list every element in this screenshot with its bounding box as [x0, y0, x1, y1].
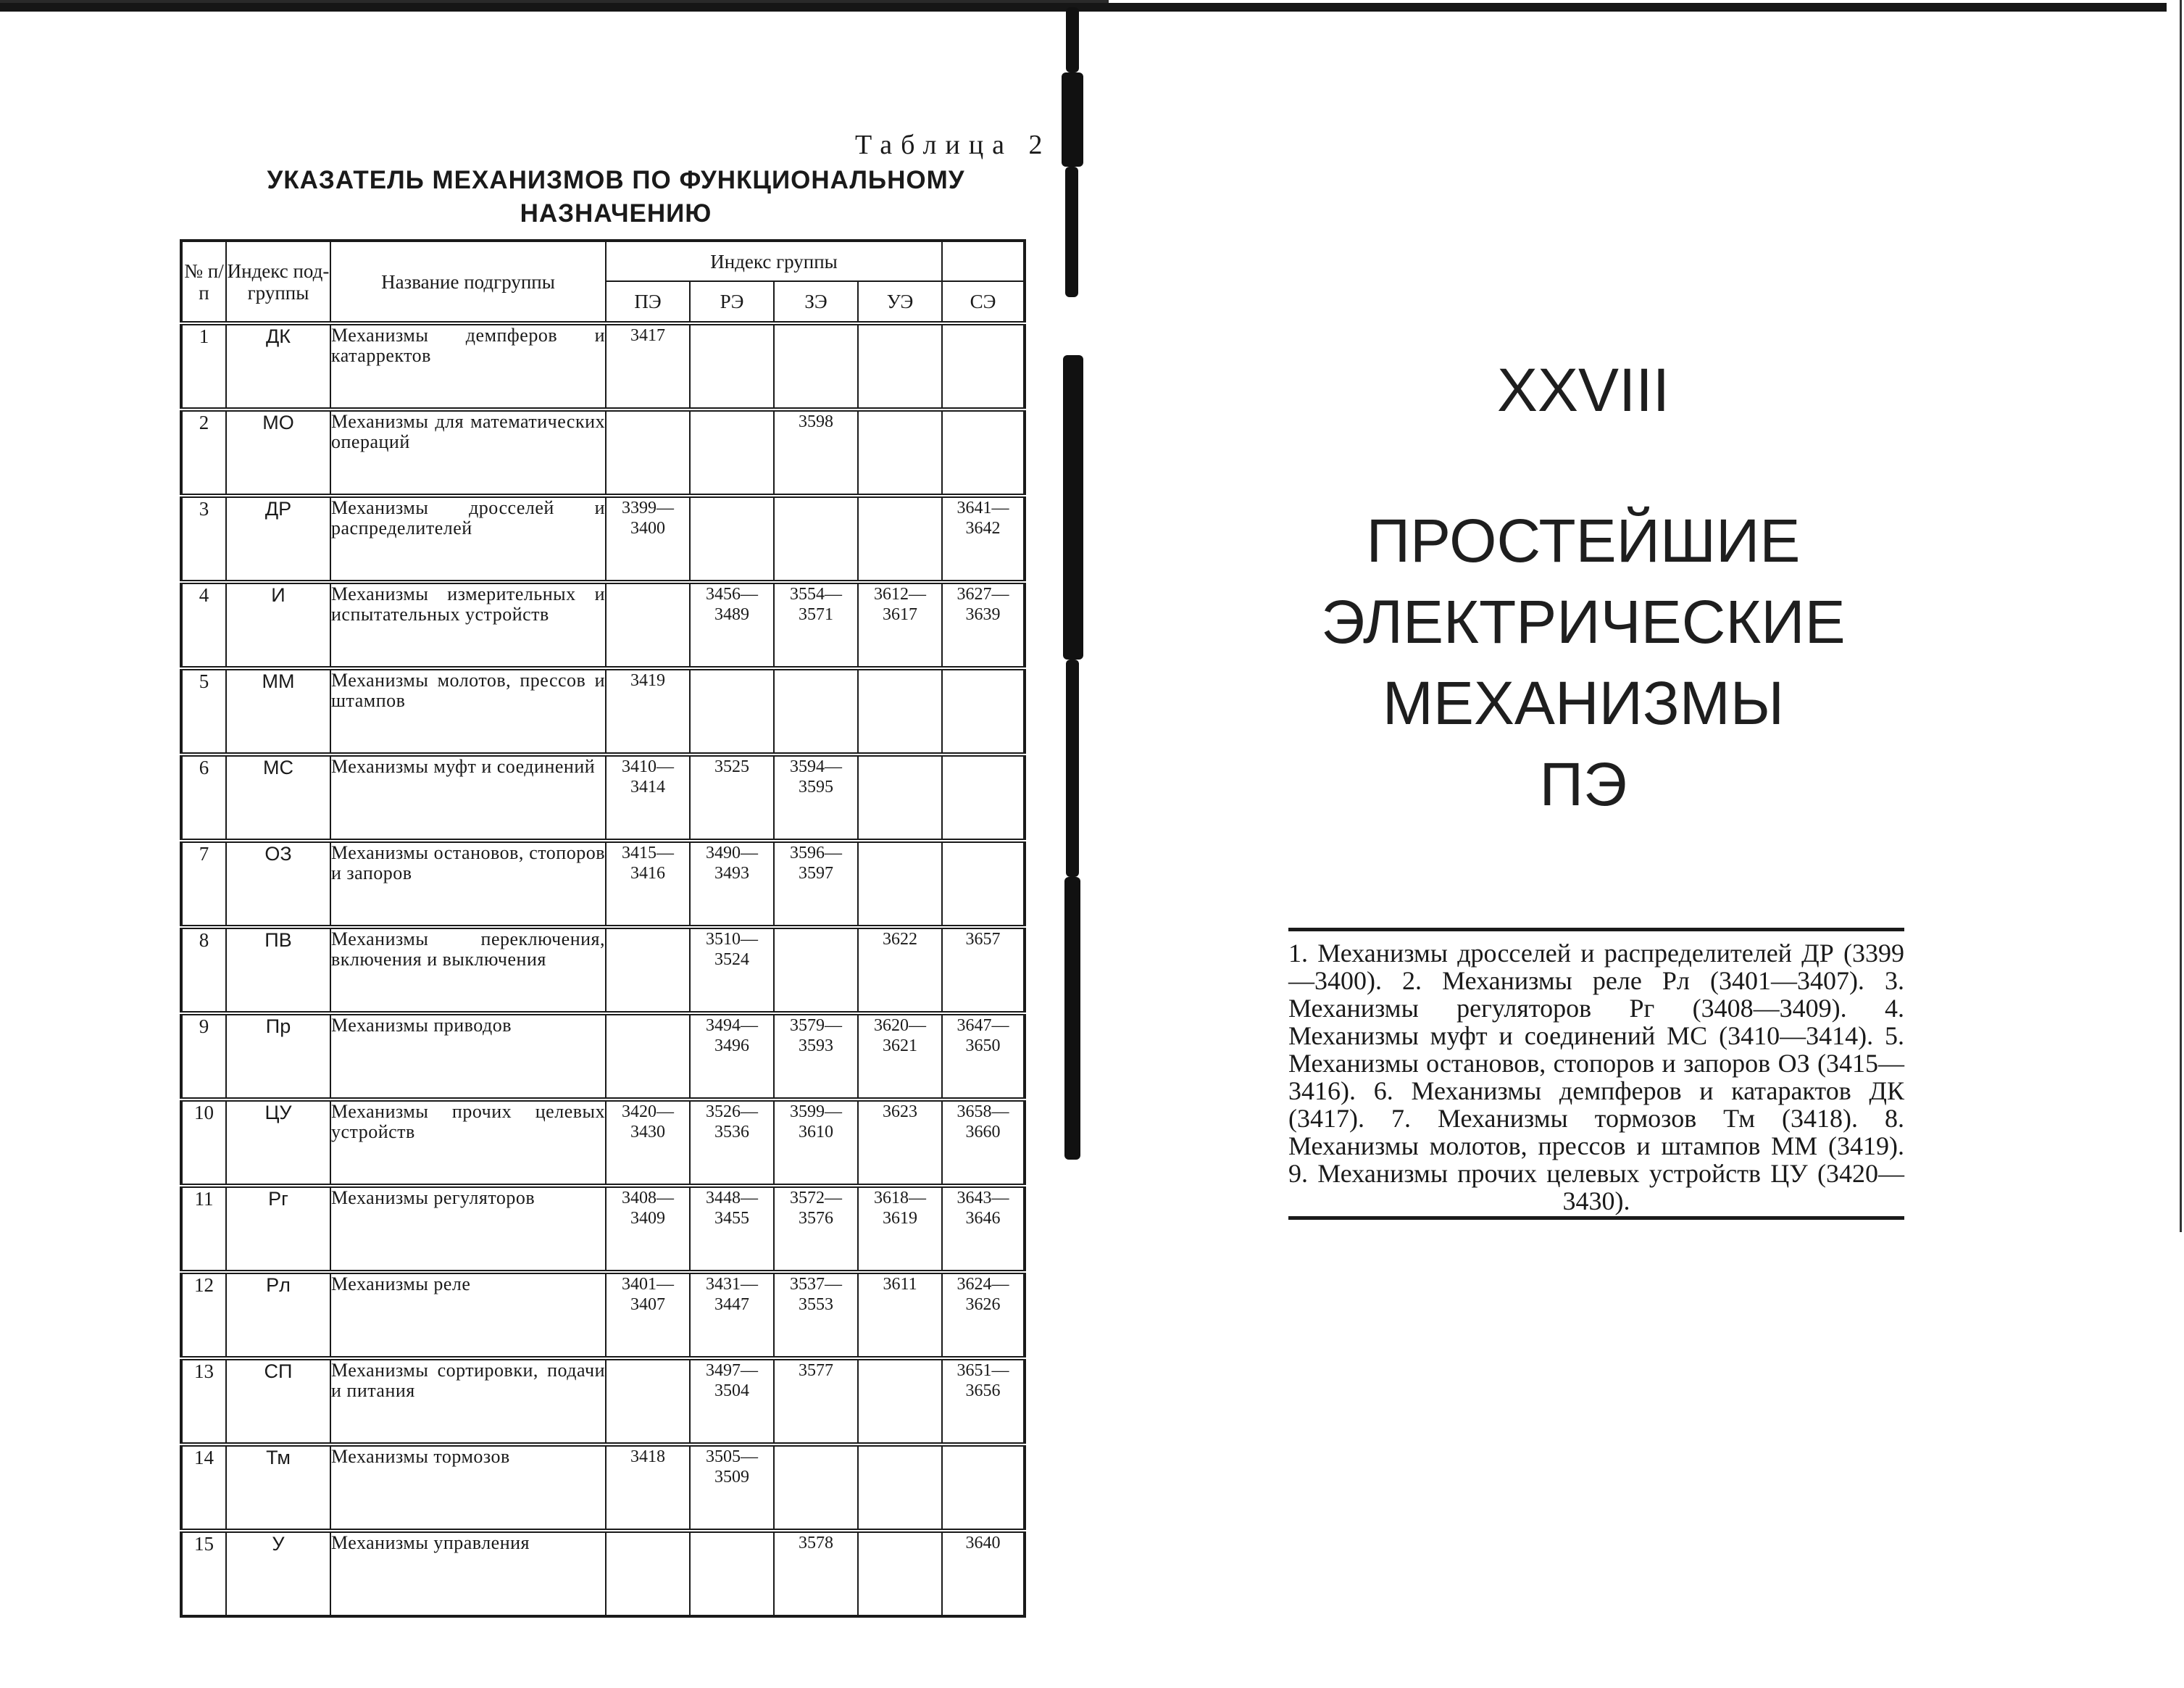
- group-index-value: 3505—3509: [690, 1444, 774, 1531]
- group-index-value: 3494—3496: [690, 1013, 774, 1099]
- group-index-value: [942, 1444, 1025, 1531]
- group-index-value: [858, 754, 942, 841]
- chapter-number: XXVIII: [1496, 356, 1670, 424]
- table-row: [181, 409, 1025, 496]
- header-col-pe: ПЭ: [606, 281, 690, 323]
- table-row: [181, 1186, 1025, 1272]
- group-index-value: [858, 1444, 942, 1531]
- group-index-value: [858, 1531, 942, 1616]
- header-col-se: СЭ: [942, 281, 1025, 323]
- row-number: 3: [181, 496, 226, 582]
- chapter-title-line: ПЭ: [1539, 750, 1627, 818]
- group-index-value: [858, 323, 942, 409]
- group-index-value: 3526—3536: [690, 1099, 774, 1186]
- subgroup-code: У: [226, 1531, 330, 1616]
- group-index-value: 3417: [606, 323, 690, 409]
- header-num: № п/п: [181, 241, 226, 323]
- header-code: Индекс под-группы: [226, 241, 330, 323]
- mechanism-index-table: [180, 239, 1026, 1618]
- table-row: [181, 754, 1025, 841]
- group-index-value: 3622: [858, 927, 942, 1013]
- group-index-value: 3620—3621: [858, 1013, 942, 1099]
- subgroup-name: Механизмы остановов, стопоров и запоров: [330, 841, 606, 927]
- subgroup-name: Механизмы демпферов и катарректов: [330, 323, 606, 409]
- group-index-value: 3401—3407: [606, 1272, 690, 1358]
- row-number: 9: [181, 1013, 226, 1099]
- group-index-value: [858, 1358, 942, 1444]
- subgroup-code: Рл: [226, 1272, 330, 1358]
- table-row: [181, 927, 1025, 1013]
- group-index-value: [606, 1531, 690, 1616]
- subgroup-name: Механизмы измерительных и испытательных устройств: [330, 582, 606, 668]
- group-index-value: 3643—3646: [942, 1186, 1025, 1272]
- subgroup-code: ДК: [226, 323, 330, 409]
- group-index-value: 3554—3571: [774, 582, 858, 668]
- group-index-value: 3431—3447: [690, 1272, 774, 1358]
- header-col-re: РЭ: [690, 281, 774, 323]
- group-index-value: 3647—3650: [942, 1013, 1025, 1099]
- group-index-value: [942, 409, 1025, 496]
- subgroup-code: ПВ: [226, 927, 330, 1013]
- table-row: [181, 1358, 1025, 1444]
- header-col-ue: УЭ: [858, 281, 942, 323]
- group-index-value: [858, 668, 942, 754]
- row-number: 13: [181, 1358, 226, 1444]
- row-number: 1: [181, 323, 226, 409]
- subgroup-name: Механизмы регуляторов: [330, 1186, 606, 1272]
- header-name: Название подгруппы: [330, 241, 606, 323]
- table-row: [181, 668, 1025, 754]
- table-row: [181, 1099, 1025, 1186]
- group-index-value: [942, 323, 1025, 409]
- subgroup-code: ДР: [226, 496, 330, 582]
- subgroup-name: Механизмы молотов, прессов и штампов: [330, 668, 606, 754]
- subgroup-code: СП: [226, 1358, 330, 1444]
- row-number: 15: [181, 1531, 226, 1616]
- group-index-value: 3611: [858, 1272, 942, 1358]
- group-index-value: 3612—3617: [858, 582, 942, 668]
- row-number: 14: [181, 1444, 226, 1531]
- group-index-value: 3510—3524: [690, 927, 774, 1013]
- group-index-value: [606, 409, 690, 496]
- subgroup-code: ОЗ: [226, 841, 330, 927]
- group-index-value: 3641—3642: [942, 496, 1025, 582]
- table-title: УКАЗАТЕЛЬ МЕХАНИЗМОВ ПО ФУНКЦИОНАЛЬНОМУ НАЗНАЧЕНИЮ: [267, 166, 965, 228]
- group-index-value: 3651—3656: [942, 1358, 1025, 1444]
- subgroup-code: ЦУ: [226, 1099, 330, 1186]
- group-index-value: 3577: [774, 1358, 858, 1444]
- right-page-edge: [2180, 0, 2182, 1232]
- table-row: [181, 1272, 1025, 1358]
- group-index-value: [774, 496, 858, 582]
- group-index-value: [774, 668, 858, 754]
- table-row: [181, 1013, 1025, 1099]
- row-number: 11: [181, 1186, 226, 1272]
- group-index-value: 3448—3455: [690, 1186, 774, 1272]
- group-index-value: 3418: [606, 1444, 690, 1531]
- subgroup-name: Механизмы дросселей и распределителей: [330, 496, 606, 582]
- group-index-value: [606, 582, 690, 668]
- group-index-value: [774, 323, 858, 409]
- group-index-value: 3497—3504: [690, 1358, 774, 1444]
- group-index-value: 3579—3593: [774, 1013, 858, 1099]
- chapter-contents: 1. Механизмы дросселей и распределителей ДР (3399—3400). 2. Механизмы реле Рл (3401—3407). 3. Механизмы регуляторов Рг (3408—3409). 4. Механизмы муфт и соединений МС (3410—3414). 5. Механизмы остановов, стопоров и запоров ОЗ (3415—3416). 6. Механизмы демпферов и катарактов ДК (3417). 7. Механизмы тормозов Тм (3418). 8. Механизмы молотов, прессов и штампов ММ (3419). 9. Механизмы прочих целевых устройств ЦУ (3420—3430).: [1288, 939, 1904, 1215]
- table-row: [181, 841, 1025, 927]
- group-index-value: [690, 668, 774, 754]
- chapter-title-line: ПРОСТЕЙШИЕ: [1366, 507, 1801, 575]
- group-index-value: [606, 927, 690, 1013]
- group-index-value: 3624—3626: [942, 1272, 1025, 1358]
- group-index-value: [942, 841, 1025, 927]
- group-index-value: [774, 1444, 858, 1531]
- subgroup-code: Тм: [226, 1444, 330, 1531]
- row-number: 8: [181, 927, 226, 1013]
- table-row: [181, 1444, 1025, 1531]
- row-number: 5: [181, 668, 226, 754]
- group-index-value: [606, 1013, 690, 1099]
- row-number: 10: [181, 1099, 226, 1186]
- group-index-value: 3658—3660: [942, 1099, 1025, 1186]
- group-index-value: [606, 1358, 690, 1444]
- group-index-value: 3598: [774, 409, 858, 496]
- table-row: [181, 323, 1025, 409]
- group-index-value: [858, 496, 942, 582]
- group-index-value: 3525: [690, 754, 774, 841]
- subgroup-code: МО: [226, 409, 330, 496]
- group-index-value: 3599—3610: [774, 1099, 858, 1186]
- group-index-value: 3420—3430: [606, 1099, 690, 1186]
- row-number: 12: [181, 1272, 226, 1358]
- chapter-title: [1275, 500, 1891, 825]
- subgroup-code: И: [226, 582, 330, 668]
- chapter-title-line: ЭЛЕКТРИЧЕСКИЕ: [1321, 588, 1846, 656]
- table-row: [181, 1531, 1025, 1616]
- group-index-value: [858, 841, 942, 927]
- header-col-ze: ЗЭ: [774, 281, 858, 323]
- row-number: 7: [181, 841, 226, 927]
- group-index-value: 3410—3414: [606, 754, 690, 841]
- group-index-value: 3408—3409: [606, 1186, 690, 1272]
- group-index-value: 3456—3489: [690, 582, 774, 668]
- subgroup-name: Механизмы управления: [330, 1531, 606, 1616]
- group-index-value: 3627—3639: [942, 582, 1025, 668]
- group-index-value: 3537—3553: [774, 1272, 858, 1358]
- group-index-value: 3415—3416: [606, 841, 690, 927]
- group-index-value: 3399—3400: [606, 496, 690, 582]
- group-index-value: 3419: [606, 668, 690, 754]
- group-index-value: [942, 754, 1025, 841]
- group-index-value: 3657: [942, 927, 1025, 1013]
- group-index-value: 3596—3597: [774, 841, 858, 927]
- group-index-value: [690, 409, 774, 496]
- row-number: 4: [181, 582, 226, 668]
- book-gutter-shadow: [1062, 7, 1112, 1167]
- subgroup-name: Механизмы реле: [330, 1272, 606, 1358]
- subgroup-name: Механизмы приводов: [330, 1013, 606, 1099]
- contents-top-rule: [1288, 928, 1904, 931]
- subgroup-code: ММ: [226, 668, 330, 754]
- subgroup-name: Механизмы тормозов: [330, 1444, 606, 1531]
- group-index-value: 3578: [774, 1531, 858, 1616]
- group-index-value: 3640: [942, 1531, 1025, 1616]
- group-index-value: [690, 496, 774, 582]
- subgroup-name: Механизмы муфт и соединений: [330, 754, 606, 841]
- table-row: [181, 582, 1025, 668]
- contents-bottom-rule: [1288, 1216, 1904, 1220]
- group-index-value: [690, 1531, 774, 1616]
- group-index-value: 3618—3619: [858, 1186, 942, 1272]
- chapter-title-line: МЕХАНИЗМЫ: [1382, 669, 1785, 737]
- header-blank: [942, 241, 1025, 281]
- header-group: Индекс группы: [606, 241, 942, 281]
- group-index-value: [690, 323, 774, 409]
- subgroup-code: Пр: [226, 1013, 330, 1099]
- subgroup-name: Механизмы для математических операций: [330, 409, 606, 496]
- subgroup-name: Механизмы прочих целевых устройств: [330, 1099, 606, 1186]
- group-index-value: [858, 409, 942, 496]
- table-row: [181, 496, 1025, 582]
- row-number: 2: [181, 409, 226, 496]
- subgroup-code: МС: [226, 754, 330, 841]
- group-index-value: [774, 927, 858, 1013]
- group-index-value: 3490—3493: [690, 841, 774, 927]
- subgroup-name: Механизмы переключения, включения и выключения: [330, 927, 606, 1013]
- subgroup-code: Рг: [226, 1186, 330, 1272]
- group-index-value: 3623: [858, 1099, 942, 1186]
- subgroup-name: Механизмы сортировки, подачи и питания: [330, 1358, 606, 1444]
- group-index-value: 3572—3576: [774, 1186, 858, 1272]
- row-number: 6: [181, 754, 226, 841]
- group-index-value: 3594—3595: [774, 754, 858, 841]
- group-index-value: [942, 668, 1025, 754]
- table-caption: Таблица 2: [855, 130, 1051, 160]
